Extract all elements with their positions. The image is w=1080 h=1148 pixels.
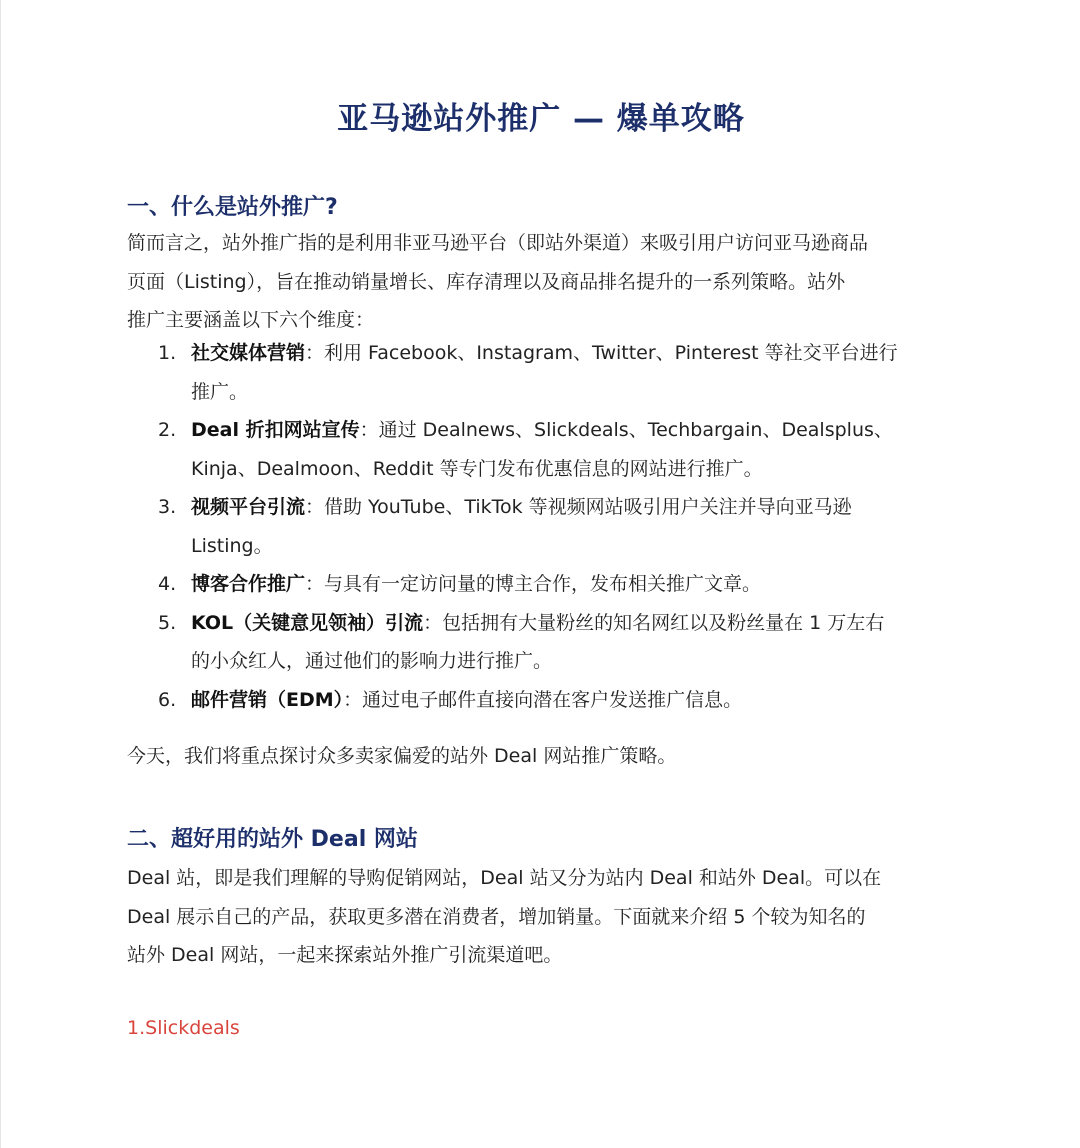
list-item-line: Listing。 [191,534,273,557]
list-item-text: ：与具有一定访问量的博主合作，发布相关推广文章。 [305,573,762,595]
subsection-slickdeals[interactable]: 1.Slickdeals [127,1017,240,1039]
list-item-text: ：通过电子邮件直接向潜在客户发送推广信息。 [343,688,743,711]
list-item-term: Deal 折扣网站宣传 [191,419,360,441]
list-item [127,334,957,411]
list-item [127,681,957,720]
list-item-line: 推广。 [191,380,249,403]
closing-line: 今天，我们将重点探讨众多卖家偏爱的站外 Deal 网站推广策略。 [127,745,677,767]
list-item-line [191,488,957,527]
list-item-number: 3. [158,496,177,518]
list-item-number: 1. [158,342,177,364]
list-item-text: ：借助 YouTube、TikTok 等视频网站吸引用户关注并导向亚马逊 [305,496,852,518]
body-line: Deal 站，即是我们理解的导购促销网站，Deal 站又分为站内 Deal 和站外 Deal。可以在 [127,867,882,889]
list-item [127,604,957,681]
body-line: Deal 展示自己的产品，获取更多潜在消费者，增加销量。下面就来介绍 5 个较为知名的 [127,905,866,928]
list-item-line [191,565,957,604]
list-item-line [191,681,957,720]
section1-intro [127,224,957,340]
list-item-line [191,604,957,643]
list-item-text: ：包括拥有大量粉丝的知名网红以及粉丝量在 1 万左右 [423,611,885,634]
body-line: 站外 Deal 网站，一起来探索站外推广引流渠道吧。 [127,944,563,966]
list-item-number: 4. [158,573,177,595]
list-item-term: 博客合作推广 [191,573,306,595]
section2-body [127,859,957,975]
section-heading-deal-sites: 二、超好用的站外 Deal 网站 [127,827,418,852]
section-heading-what-is: 一、什么是站外推广? [127,195,338,220]
intro-line: 简而言之，站外推广指的是利用非亚马逊平台（即站外渠道）来吸引用户访问亚马逊商品 [127,232,869,254]
list-item-text: ：利用 Facebook、Instagram、Twitter、Pinterest 等社交平台进行 [305,342,898,364]
intro-line: 推广主要涵盖以下六个维度： [127,309,375,331]
section1-closing [127,737,957,776]
list-item-line: Kinja、Dealmoon、Reddit 等专门发布优惠信息的网站进行推广。 [191,457,763,480]
list-item-text: ：通过 Dealnews、Slickdeals、Techbargain、Dealsplus、 [359,419,893,441]
list-item-term: 邮件营销（EDM） [191,688,344,711]
list-item-number: 5. [158,611,177,634]
promotion-dimensions-list [127,334,957,719]
list-item-number: 6. [158,688,177,711]
list-item-line [191,411,957,450]
list-item-number: 2. [158,419,177,441]
list-item-term: 社交媒体营销 [191,342,306,364]
list-item [127,565,957,604]
list-item-line: 的小众红人，通过他们的影响力进行推广。 [191,650,553,672]
list-item [127,488,957,565]
list-item [127,411,957,488]
list-item-term: KOL（关键意见领袖）引流 [191,611,424,634]
list-item-term: 视频平台引流 [191,496,306,518]
page-title: 亚马逊站外推广 — 爆单攻略 [337,101,745,137]
intro-line: 页面（Listing），旨在推动销量增长、库存清理以及商品排名提升的一系列策略。站外 [127,270,846,293]
list-item-line [191,334,957,373]
